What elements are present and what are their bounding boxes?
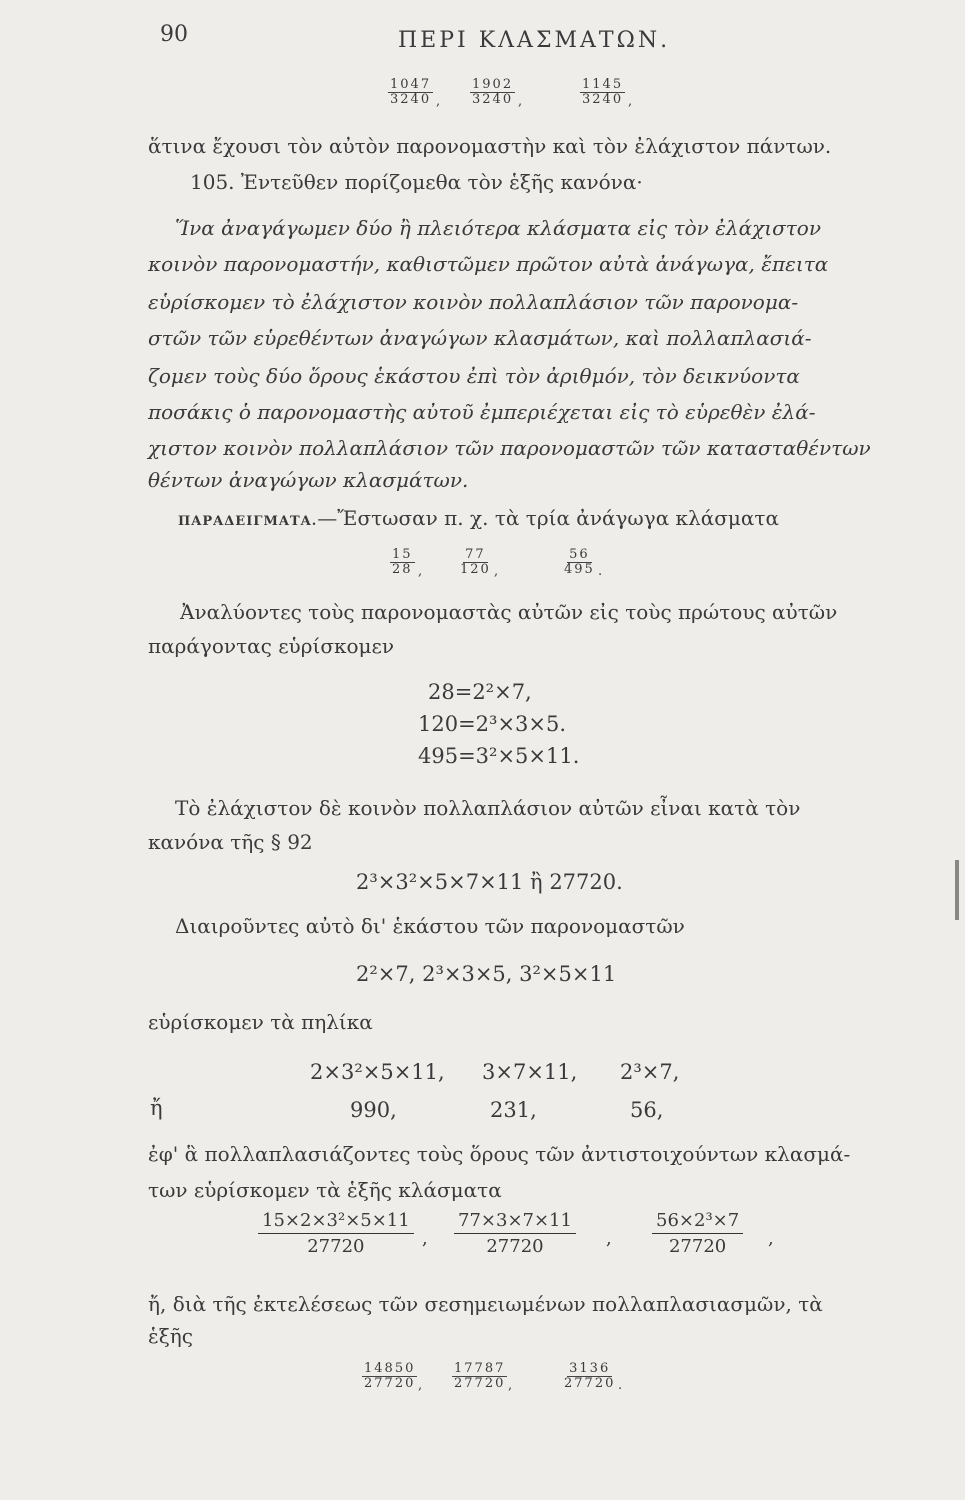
fraction-14850-27720 [362,1362,417,1390]
rule-line: εὑρίσκομεν τὸ ἐλάχιστον κοινὸν πολλαπλάσιον τῶν παρονομα- [148,290,799,314]
fraction-separator: , [418,1378,423,1393]
fraction-numerator: 56×2³×7 [652,1210,743,1234]
fraction-numerator: 1047 [390,77,432,92]
section-105: 105. Ἐντεῦθεν πορίζομεθα τὸν ἑξῆς κανόνα· [190,170,643,194]
expanded-fraction-2 [454,1210,576,1257]
fraction-denominator: 27720 [564,1375,616,1391]
fraction-17787-27720 [452,1362,507,1390]
rule-line: θέντων ἀναγώγων κλασμάτων. [148,468,469,492]
fraction-denominator: 27720 [454,1375,506,1391]
or-marker: ἤ [150,1096,163,1120]
text-line: Ἀναλύοντες τοὺς παρονομαστὰς αὐτῶν εἰς τοὺς πρώτους αὐτῶν [180,600,838,624]
quotient-3-value: 56, [630,1098,664,1122]
fraction-separator: , [606,1228,612,1249]
quotient-3-factors: 2³×7, [620,1060,680,1084]
fraction-numerator: 14850 [364,1361,416,1376]
text-line: ἤ, διὰ τῆς ἐκτελέσεως τῶν σεσημειωμένων πολλαπλασιασμῶν, τὰ [148,1292,823,1316]
fraction-77-120 [458,548,493,576]
text-line: των εὑρίσκομεν τὰ ἑξῆς κλάσματα [148,1178,502,1202]
fraction-denominator: 28 [392,561,413,577]
quotient-1-value: 990, [350,1098,397,1122]
expanded-fraction-3 [652,1210,743,1257]
fraction-denominator: 120 [460,561,491,577]
rule-line: χιστον κοινὸν πολλαπλάσιον τῶν παρονομαστῶν τῶν κατασταθέντων [148,436,871,460]
factorization-495: 495=3²×5×11. [418,744,580,768]
examples-text: —Ἔστωσαν π. χ. τὰ τρία ἀνάγωγα κλάσματα [317,506,779,530]
quotient-1-factors: 2×3²×5×11, [310,1060,445,1084]
fraction-denominator: 27720 [307,1236,365,1257]
fraction-15-28 [390,548,415,576]
rule-line: ζομεν τοὺς δύο ὅρους ἑκάστου ἐπὶ τὸν ἀριθμόν, τὸν δεικνύοντα [148,364,800,388]
rule-line: στῶν τῶν εὑρεθέντων ἀναγώγων κλασμάτων, καὶ πολλαπλασιά- [148,326,812,350]
fraction-56-495 [562,548,597,576]
fraction-separator: , [422,1228,428,1249]
fraction-separator: , [418,564,423,579]
examples-label: ΠΑΡΑΔΕΙΓΜΑΤΑ. [178,514,318,529]
fraction-denominator: 3240 [582,91,624,107]
fraction-denominator: 3240 [472,91,514,107]
quotient-2-value: 231, [490,1098,537,1122]
text-line: παράγοντας εὑρίσκομεν [148,634,395,658]
fraction-numerator: 56 [569,547,590,562]
rule-line: Ἵνα ἀναγάγωμεν δύο ἢ πλειότερα κλάσματα εἰς τὸν ἐλάχιστον [175,216,821,240]
text-line: ἐφ' ἃ πολλαπλασιάζοντες τοὺς ὅρους τῶν ἀντιστοιχούντων κλασμά- [148,1142,851,1166]
denominator-factors: 2²×7, 2³×3×5, 3²×5×11 [356,962,617,986]
fraction-1902-3240 [470,78,515,106]
fraction-3136-27720 [562,1362,617,1390]
fraction-separator: , [508,1378,513,1393]
fraction-numerator: 15×2×3²×5×11 [258,1210,414,1234]
examples-heading [178,506,918,530]
fraction-numerator: 17787 [454,1361,506,1376]
factorization-120: 120=2³×3×5. [418,712,567,736]
page-number: 90 [160,22,188,47]
fraction-1047-3240 [388,78,433,106]
quotient-2-factors: 3×7×11, [482,1060,578,1084]
page-edge-mark [955,860,959,920]
fraction-denominator: 27720 [364,1375,416,1391]
text-line: ἑξῆς [148,1324,193,1348]
fraction-denominator: 27720 [486,1236,544,1257]
fraction-numerator: 3136 [569,1361,611,1376]
running-title: ΠΕΡΙ ΚΛΑΣΜΑΤΩΝ. [398,28,671,53]
rule-line: ποσάκις ὁ παρονομαστὴς αὐτοῦ ἐμπεριέχεται εἰς τὸ εὑρεθὲν ἐλά- [148,400,816,424]
expanded-fraction-1 [258,1210,414,1257]
fraction-separator: , [494,564,499,579]
fraction-separator: , [768,1228,774,1249]
text-line: ἅτινα ἔχουσι τὸν αὐτὸν παρονομαστὴν καὶ τὸν ἐλάχιστον πάντων. [148,134,832,158]
fraction-separator: , [436,94,441,109]
rule-line: κοινὸν παρονομαστήν, καθιστῶμεν πρῶτον αὐτὰ ἀνάγωγα, ἔπειτα [148,252,829,276]
fraction-numerator: 77 [465,547,486,562]
lcm-equation: 2³×3²×5×7×11 ἢ 27720. [356,870,623,894]
fraction-denominator: 27720 [668,1236,727,1257]
fraction-separator: . [618,1378,623,1393]
factorization-28: 28=2²×7, [428,680,532,704]
fraction-1145-3240 [580,78,625,106]
fraction-numerator: 77×3×7×11 [454,1210,576,1234]
text-line: Τὸ ἐλάχιστον δὲ κοινὸν πολλαπλάσιον αὐτῶν εἶναι κατὰ τὸν [175,796,801,820]
fraction-separator: , [518,94,523,109]
fraction-denominator: 495 [564,561,595,577]
text-line: κανόνα τῆς § 92 [148,830,313,854]
text-line: Διαιροῦντες αὐτὸ δι' ἑκάστου τῶν παρονομαστῶν [175,914,685,938]
fraction-numerator: 15 [392,547,413,562]
fraction-separator: . [598,564,603,579]
fraction-numerator: 1145 [582,77,624,92]
text-line: εὑρίσκομεν τὰ πηλίκα [148,1010,373,1034]
fraction-separator: , [628,94,633,109]
fraction-denominator: 3240 [390,91,432,107]
fraction-numerator: 1902 [472,77,514,92]
